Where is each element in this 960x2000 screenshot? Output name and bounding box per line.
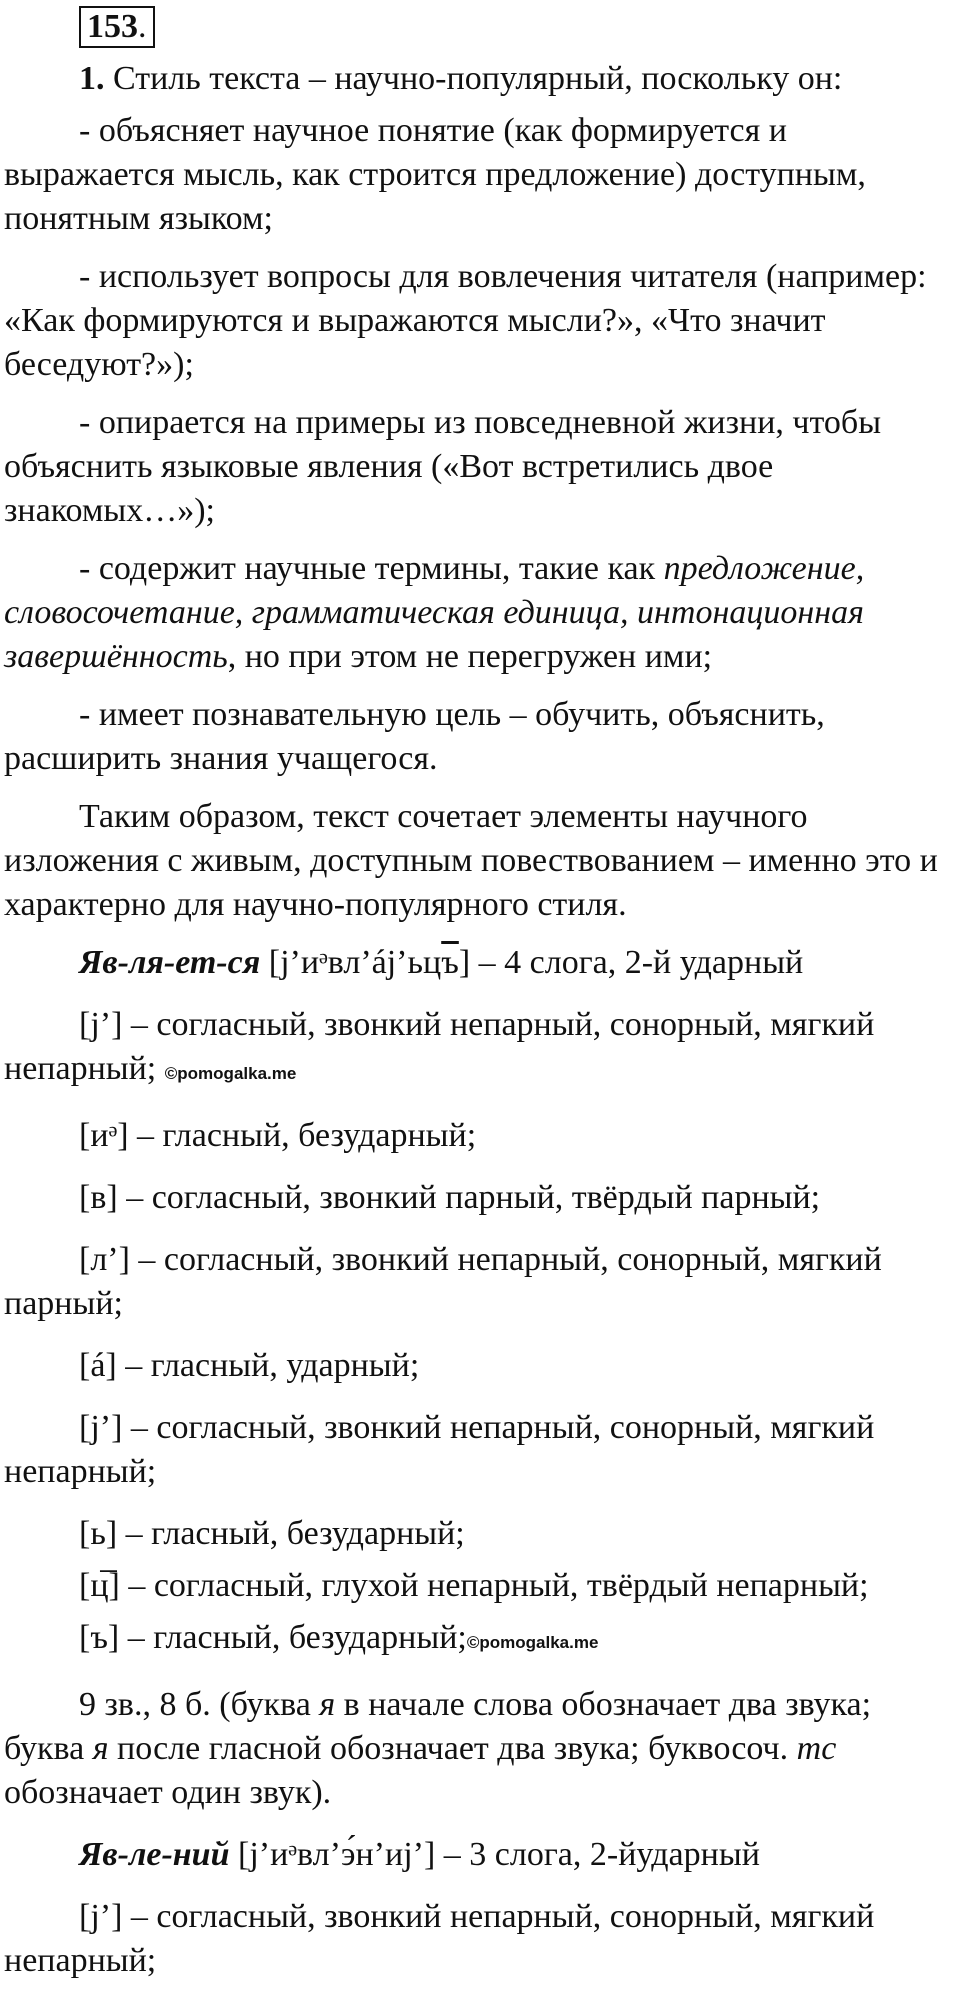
summary-part: 9 зв., 8 б. (буква <box>79 1686 320 1723</box>
summary-letter: я <box>92 1730 109 1767</box>
watermark: ©pomogalka.me <box>466 1633 599 1652</box>
sound-line: [иᵊ] – гласный, безударный; <box>79 1117 477 1154</box>
sound-text: [ъ] – гласный, безударный; <box>79 1619 467 1656</box>
point-goal: - имеет познавательную цель – обучить, объяснить, расширить знания учащегося. <box>4 696 825 777</box>
task-number-suffix: . <box>138 8 147 45</box>
section-number: 1. <box>79 60 105 97</box>
word1-header <box>4 941 956 985</box>
style-intro-text: Стиль текста – научно-популярный, поскольку он: <box>104 60 843 97</box>
sound-line: [л’] – согласный, звонкий непарный, сонорный, мягкий парный; <box>4 1241 882 1322</box>
sound-line: [j’] – согласный, звонкий непарный, сонорный, мягкий непарный; <box>4 1898 875 1979</box>
task-number: 153 <box>87 8 138 45</box>
summary-part: после гласной обозначает два звука; буквосоч. <box>108 1730 797 1767</box>
summary-letter: тс <box>796 1730 837 1767</box>
summary-letter: я <box>319 1686 336 1723</box>
summary-part: обозначает один звук). <box>4 1774 332 1811</box>
sound-line: [ц̅] – согласный, глухой непарный, твёрдый непарный; <box>79 1567 869 1604</box>
watermark: ©pomogalka.me <box>164 1064 297 1083</box>
word1-transcription-over: ъ <box>441 944 459 981</box>
point-terms <box>4 547 956 679</box>
point-examples: - опирается на примеры из повседневной жизни, чтобы объяснить языковые явления («Вот встретились двое знакомых…»); <box>4 404 882 529</box>
conclusion: Таким образом, текст сочетает элементы научного изложения с живым, доступным повествованием – именно это и характерно для научно-популярного стиля. <box>4 798 938 923</box>
point-terms-start: - содержит научные термины, такие как <box>79 550 664 587</box>
sound-line: [á] – гласный, ударный; <box>79 1347 420 1384</box>
point-explains: - объясняет научное понятие (как формируется и выражается мысль, как строится предложение) доступным, понятным языком; <box>4 112 866 237</box>
word1-transcription-b: ] – 4 слога, 2-й ударный <box>458 944 804 981</box>
word2-header <box>4 1833 956 1877</box>
word1-summary <box>4 1683 956 1815</box>
word2-transcription: [j’иᵊвл’э́н’иj’] – 3 слога, 2-йударный <box>229 1836 760 1873</box>
sound-line: [j’] – согласный, звонкий непарный, сонорный, мягкий непарный; <box>4 1409 875 1490</box>
summary-part: в начале слова обозначает два звука; буква <box>4 1686 872 1767</box>
point-terms-end: , но при этом не перегружен ими; <box>227 638 713 675</box>
sound-line <box>4 1003 956 1096</box>
sound-line: [в] – согласный, звонкий парный, твёрдый парный; <box>79 1179 821 1216</box>
point-questions: - использует вопросы для вовлечения читателя (например: «Как формируются и выражаются мысли?», «Что значит беседуют?»); <box>4 258 927 383</box>
task-number-badge <box>79 6 155 48</box>
style-intro <box>4 57 956 101</box>
word2-syllables: Яв-ле-ний <box>79 1836 230 1873</box>
word1-syllables: Яв-ля-ет-ся <box>79 944 261 981</box>
word1-transcription-a: [j’иᵊвл’áj’ьц <box>260 944 442 981</box>
point-terms-list: предложение, словосочетание, грамматическая единица, интонационная завершённость <box>4 550 865 675</box>
sound-line: [ь] – гласный, безударный; <box>79 1515 465 1552</box>
sound-text: [j’] – согласный, звонкий непарный, сонорный, мягкий непарный; <box>4 1006 875 1087</box>
sound-line <box>4 1616 956 1665</box>
